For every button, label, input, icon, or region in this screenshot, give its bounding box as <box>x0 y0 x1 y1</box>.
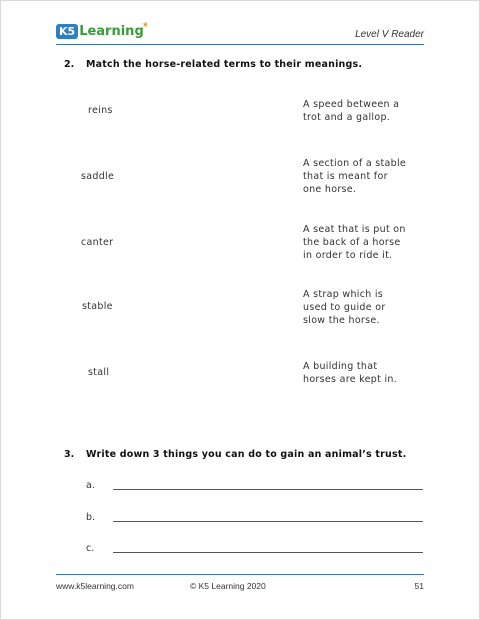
question-3-number: 3. <box>64 449 75 460</box>
level-title: Level V Reader <box>355 29 424 40</box>
logo-text: Learning <box>79 24 144 39</box>
answer-label-c: c. <box>86 543 95 554</box>
meaning-line: that is meant for <box>303 171 388 182</box>
star-icon: ★ <box>141 20 149 29</box>
question-2-number: 2. <box>64 59 75 70</box>
footer-website: www.k5learning.com <box>56 581 134 591</box>
meaning-line: trot and a gallop. <box>303 112 391 123</box>
meaning-line: A building that <box>303 361 378 372</box>
meaning-2 <box>303 157 423 196</box>
meaning-5 <box>303 360 423 386</box>
logo-k5-badge: K5 <box>56 24 78 39</box>
term-stall: stall <box>88 367 110 378</box>
k5-learning-logo <box>56 20 149 39</box>
page-number: 51 <box>414 581 424 591</box>
answer-line-a[interactable] <box>113 489 423 490</box>
answer-label-a: a. <box>86 480 95 491</box>
meaning-4 <box>303 288 423 327</box>
term-reins: reins <box>88 105 113 116</box>
question-2-text: Match the horse-related terms to their meanings. <box>86 59 363 70</box>
meaning-line: A speed between a <box>303 99 400 110</box>
answer-label-b: b. <box>86 512 96 523</box>
meaning-line: slow the horse. <box>303 315 380 326</box>
answer-line-b[interactable] <box>113 521 423 522</box>
meaning-3 <box>303 223 423 262</box>
term-saddle: saddle <box>81 171 115 182</box>
question-3-text: Write down 3 things you can do to gain an animal’s trust. <box>86 449 407 460</box>
meaning-line: the back of a horse <box>303 237 401 248</box>
answer-line-c[interactable] <box>113 552 423 553</box>
meaning-line: A section of a stable <box>303 158 407 169</box>
meaning-line: one horse. <box>303 184 357 195</box>
meaning-1 <box>303 98 423 124</box>
meaning-line: horses are kept in. <box>303 374 398 385</box>
meaning-line: A seat that is put on <box>303 224 406 235</box>
meaning-line: used to guide or <box>303 302 386 313</box>
term-canter: canter <box>81 237 114 248</box>
footer-divider <box>56 574 424 575</box>
meaning-line: in order to ride it. <box>303 250 393 261</box>
footer-copyright: © K5 Learning 2020 <box>190 581 266 591</box>
header-divider <box>56 44 424 45</box>
term-stable: stable <box>82 301 113 312</box>
meaning-line: A strap which is <box>303 289 384 300</box>
